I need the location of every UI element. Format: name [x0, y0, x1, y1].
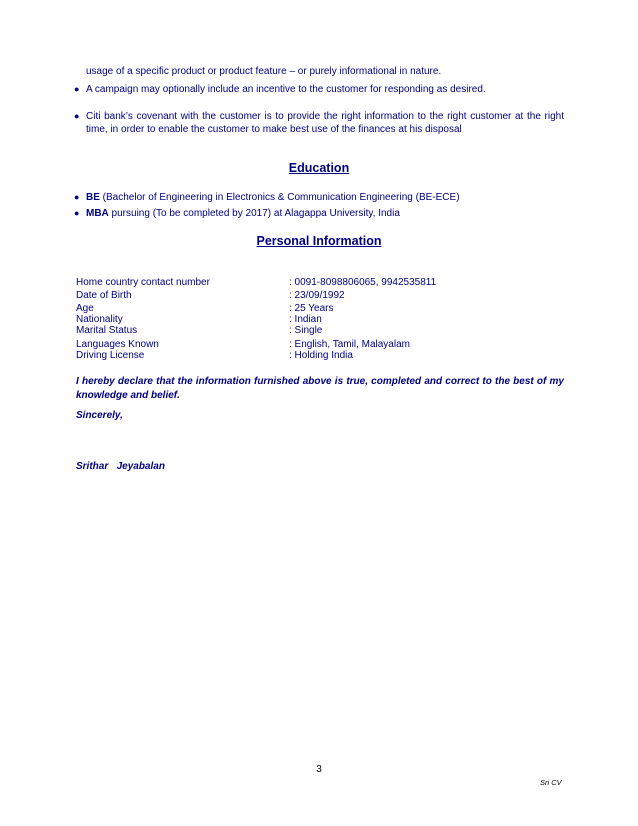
- value-languages: : English, Tamil, Malayalam: [289, 339, 410, 350]
- value-marital-status: : Single: [289, 325, 323, 336]
- signature-name: Srithar Jeyabalan: [76, 461, 165, 472]
- intro-bullet-1: A campaign may optionally include an incentive to the customer for responding as desired.: [86, 84, 486, 95]
- value-contact-number: : 0091-8098806065, 9942535811: [289, 277, 437, 288]
- value-date-of-birth: : 23/09/1992: [289, 290, 345, 301]
- label-date-of-birth: Date of Birth: [76, 290, 132, 301]
- bullet-icon: ●: [74, 84, 80, 94]
- label-languages: Languages Known: [76, 339, 159, 350]
- intro-bullet-2: Citi bank’s covenant with the customer is to provide the right information to the right customer at the right time, in order to enable the customer to make best use of the finances at his disposal: [86, 111, 564, 135]
- label-nationality: Nationality: [76, 314, 123, 325]
- label-age: Age: [76, 303, 94, 314]
- bullet-icon: ●: [74, 208, 80, 218]
- page-number: 3: [316, 764, 322, 775]
- document-id: Sri CV: [540, 778, 562, 787]
- personal-info-heading: Personal Information: [256, 234, 382, 248]
- value-age: : 25 Years: [289, 303, 334, 314]
- value-nationality: : Indian: [289, 314, 322, 325]
- declaration-text: I hereby declare that the information furnished above is true, completed and correct to the best of my knowledge and belief.: [76, 376, 564, 401]
- label-driving-license: Driving License: [76, 350, 145, 361]
- value-driving-license: : Holding India: [289, 350, 353, 361]
- education-heading: Education: [288, 161, 350, 175]
- label-marital-status: Marital Status: [76, 325, 138, 336]
- intro-continuation: usage of a specific product or product feature – or purely informational in nature.: [86, 66, 442, 77]
- label-contact-number: Home country contact number: [76, 277, 210, 288]
- education-item-be: BE (Bachelor of Engineering in Electronics & Communication Engineering (BE-ECE): [86, 192, 460, 203]
- bullet-icon: ●: [74, 111, 80, 121]
- bullet-icon: ●: [74, 192, 80, 202]
- education-item-mba: MBA pursuing (To be completed by 2017) at Alagappa University, India: [86, 208, 400, 219]
- closing-text: Sincerely,: [76, 410, 123, 421]
